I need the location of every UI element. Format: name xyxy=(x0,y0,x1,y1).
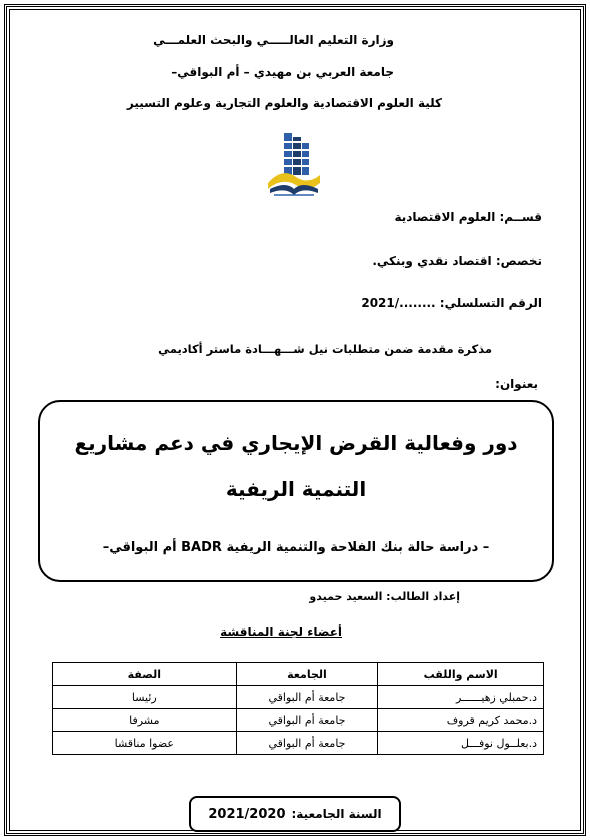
jury-table xyxy=(52,662,544,755)
header-university: الجامعة xyxy=(236,663,378,686)
member-role: رئيسا xyxy=(53,686,237,709)
table-row xyxy=(53,732,544,755)
member-university: جامعة أم البواقي xyxy=(236,686,378,709)
member-role: عضوا مناقشا xyxy=(53,732,237,755)
header-name: الاسم واللقب xyxy=(378,663,544,686)
thesis-title: دور وفعالية القرض الإيجاري في دعم مشاريع التنمية الريفية xyxy=(74,431,518,501)
memo-description: مذكرة مقدمة ضمن متطلبات نيل شـــهـــادة ماستر أكاديمي xyxy=(158,342,492,356)
table-row xyxy=(53,709,544,732)
university-name: جامعة العربي بن مهيدي – أم البواقي– xyxy=(171,65,394,79)
academic-year-label: السنة الجامعية: xyxy=(291,807,382,821)
member-name: د.محمد كريم قروف xyxy=(378,709,544,732)
department: قســم: العلوم الاقتصادية xyxy=(394,210,542,224)
member-role: مشرفا xyxy=(53,709,237,732)
university-logo-icon xyxy=(262,131,326,203)
member-name: د.بعلــول نوفـــل xyxy=(378,732,544,755)
title-label: بعنوان: xyxy=(495,377,538,391)
specialty: تخصص: اقتصاد نقدي وبنكي. xyxy=(372,254,542,268)
academic-year-value: 2021/2020 xyxy=(208,806,286,822)
jury-header-row xyxy=(53,663,544,686)
member-university: جامعة أم البواقي xyxy=(236,709,378,732)
academic-year-box xyxy=(189,796,401,832)
thesis-subtitle: – دراسة حالة بنك الفلاحة والتنمية الريفية BADR أم البواقي– xyxy=(102,540,490,555)
member-university: جامعة أم البواقي xyxy=(236,732,378,755)
header-role: الصفة xyxy=(53,663,237,686)
serial-number: الرقم التسلسلي: ......../2021 xyxy=(361,296,542,310)
ministry-name: وزارة التعليم العالـــــي والبحث العلمـــي xyxy=(153,33,394,47)
faculty-name: كلية العلوم الاقتصادية والعلوم التجارية وعلوم التسيير xyxy=(126,96,442,110)
table-row xyxy=(53,686,544,709)
title-box xyxy=(38,400,554,582)
prepared-by: إعداد الطالب: السعيد حميدو xyxy=(309,590,460,603)
jury-heading: أعضاء لجنة المناقشة xyxy=(220,625,342,639)
member-name: د.حمبلي زهيــــــر xyxy=(378,686,544,709)
